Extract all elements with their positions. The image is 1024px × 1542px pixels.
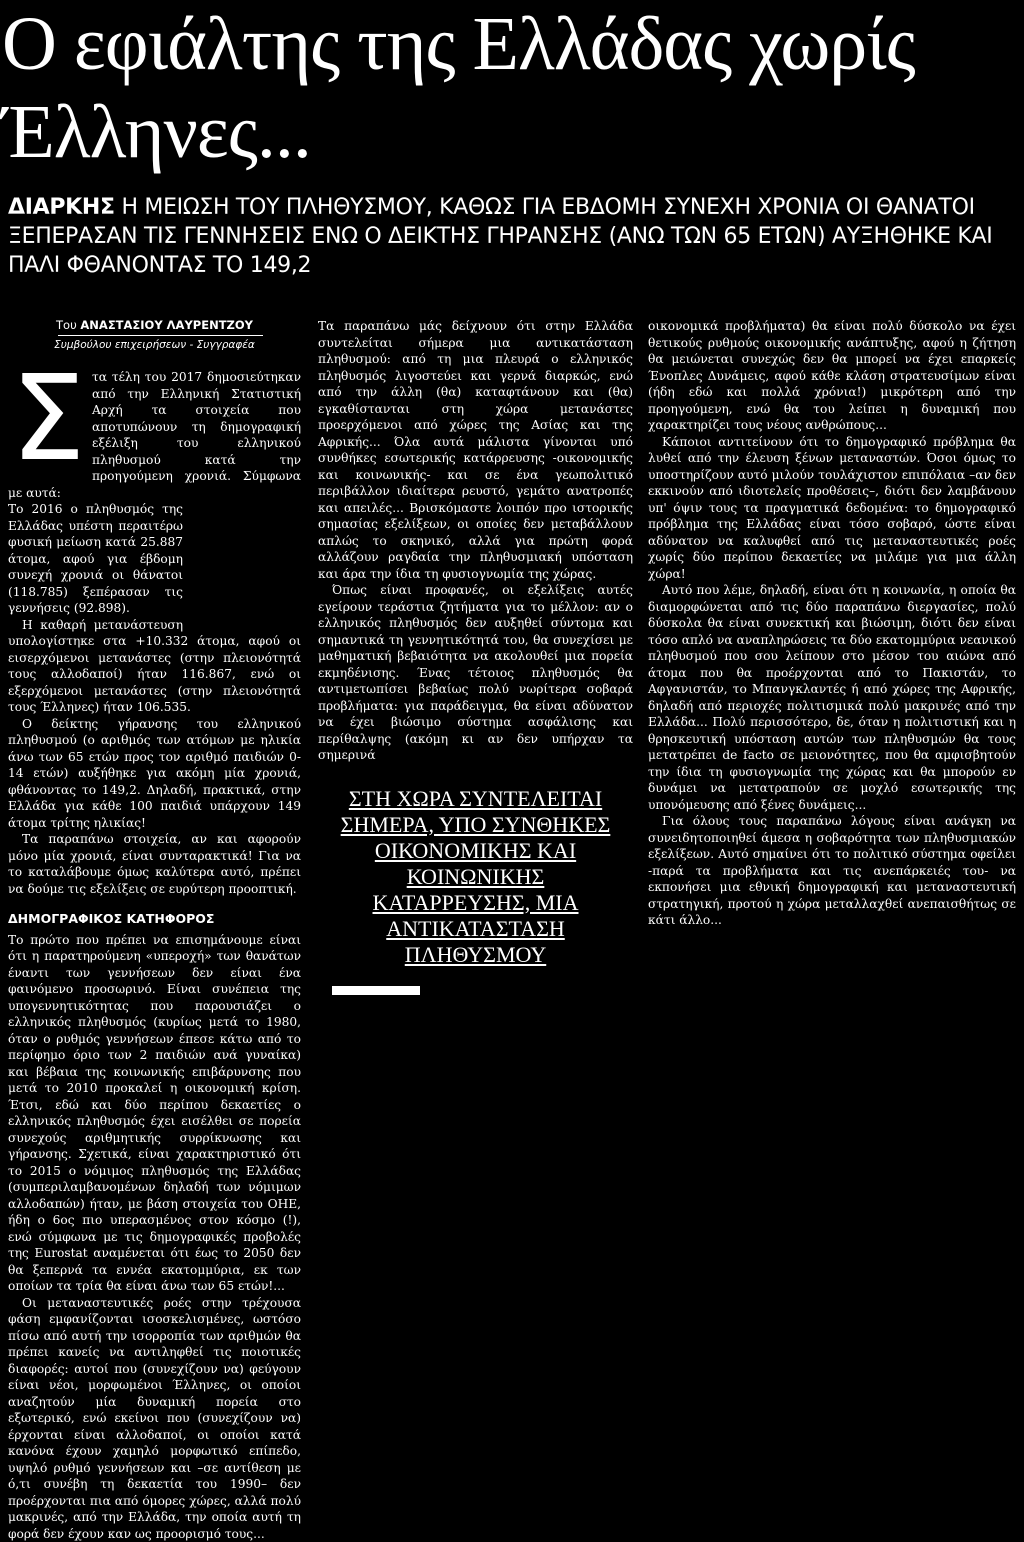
- paragraph: Τα παραπάνω στοιχεία, αν και αφορούν μόνο μία χρονιά, είναι συνταρακτικά! Για να το καταλάβουμε όμως καλύτερα αυτό, πρέπει να δούμε τις εξελίξεις σε ευρύτερη προοπτική.: [8, 831, 301, 897]
- byline: [8, 318, 301, 353]
- lede-lead: ΔΙΑΡΚΗΣ: [8, 195, 115, 220]
- paragraph: Η καθαρή μετανάστευση υπολογίστηκε στα +10.332 άτομα, αφού οι εισερχόμενοι μετανάστες (στην πλειονότητά τους αλλοδαποί) ήταν 116.867, ενώ οι εξερχόμενοι μετανάστες (στην πλειονότητά τους Έλληνες) ήταν 106.535.: [8, 617, 301, 716]
- drop-cap: Σ: [8, 369, 88, 471]
- column-2: [318, 318, 633, 995]
- paragraph: Όπως είναι προφανές, οι εξελίξεις αυτές εγείρουν τεράστια ζητήματα για το μέλλον: αν ο ελληνικός πληθυσμός δεν αυξηθεί σύντομα και σημαντικά τη γεννητικότητά του, θα συνεχίσει με μαθηματική βεβαιότητα να ακολουθεί μια πορεία εκμηδένισης. Ένας τέτοιος πληθυσμός θα αντιμετωπίσει βεβαίως πολύ νωρίτερα σοβαρά προβλήματα: για παράδειγμα, θα είναι αδύνατον να έχει βιώσιμο σύστημα ασφάλισης και περίθαλψης (ακόμη κι αν δεν υπήρχαν τα σημερινά: [318, 582, 633, 764]
- lede-text: Η ΜΕΙΩΣΗ ΤΟΥ ΠΛΗΘΥΣΜΟΥ, ΚΑΘΩΣ ΓΙΑ ΕΒΔΟΜΗ ΣΥΝΕΧΗ ΧΡΟΝΙΑ ΟΙ ΘΑΝΑΤΟΙ ΞΕΠΕΡΑΣΑΝ ΤΙΣ ΓΕΝΝΗΣΕΙΣ ΕΝΩ Ο ΔΕΙΚΤΗΣ ΓΗΡΑΝΣΗΣ (ΑΝΩ ΤΩΝ 65 ΕΤΩΝ) ΑΥΞΗΘΗΚΕ ΚΑΙ ΠΑΛΙ ΦΘΑΝΟΝΤΑΣ ΤΟ 149,2: [8, 195, 992, 278]
- paragraph: Ο δείκτης γήρανσης του ελληνικού πληθυσμού (ο αριθμός των ατόμων με ηλικία άνω των 65 ετών προς τον αριθμό παιδιών 0-14 ετών) αυξήθηκε για ακόμη μία χρονιά, φθάνοντας το 149,2. Δηλαδή, πρακτικά, στην Ελλάδα για κάθε 100 παιδιά υπάρχουν 149 άτομα τρίτης ηλικίας!: [8, 716, 301, 832]
- paragraph: Το 2016 ο πληθυσμός της Ελλάδας υπέστη περαιτέρω φυσική μείωση κατά 25.887 άτομα, αφού για έβδομη συνεχή χρονιά οι θάνατοι (118.785) ξεπέρασαν τις γεννήσεις (92.898).: [8, 501, 301, 617]
- paragraph: Για όλους τους παραπάνω λόγους είναι ανάγκη να συνειδητοποιηθεί άμεσα η σοβαρότητα των πληθυσμιακών εξελίξεων. Αυτό σημαίνει ότι το πολιτικό σύστημα οφείλει -παρά τα προβλήματα και τις ανεπάρκειές του- να εκπονήσει μια εθνική δημογραφική και μεταναστευτική στρατηγική, προτού η χώρα μεταλλαχθεί ανεπαισθήτως σε κάτι άλλο...: [648, 813, 1016, 929]
- headline: Ο εφιάλτης της Ελλάδας χωρίς Έλληνες...: [0, 0, 1002, 176]
- pull-quote-bar: [332, 986, 420, 995]
- byline-rule: [58, 335, 263, 336]
- pull-quote: ΣΤΗ ΧΩΡΑ ΣΥΝΤΕΛΕΙΤΑΙ ΣΗΜΕΡΑ, ΥΠΟ ΣΥΝΘΗΚΕΣ ΟΙΚΟΝΟΜΙΚΗΣ ΚΑΙ ΚΟΙΝΩΝΙΚΗΣ ΚΑΤΑΡΡΕΥΣΗΣ, ΜΙΑ ΑΝΤΙΚΑΤΑΣΤΑΣΗ ΠΛΗΘΥΣΜΟΥ: [318, 786, 633, 968]
- author-role: Συμβούλου επιχειρήσεων - Συγγραφέα: [8, 338, 301, 353]
- paragraph: Κάποιοι αντιτείνουν ότι το δημογραφικό πρόβλημα θα λυθεί από την έλευση ξένων μεταναστών. Όσοι όμως το υποστηρίζουν αυτό μιλούν τουλάχιστον επιπόλαια –αν δεν εκκινούν από ιδιοτελείς προθέσεις–, διότι δεν λαμβάνουν υπ' όψιν τους τα πραγματικά δεδομένα: το δημογραφικό πρόβλημα της Ελλάδας είναι τόσο σοβαρό, ώστε είναι αδύνατον να καλυφθεί από τις μεταναστευτικές ροές χωρίς δύο περίπου δεκαετίες να μιλάμε για μια άλλη χώρα!: [648, 434, 1016, 583]
- paragraph: Το πρώτο που πρέπει να επισημάνουμε είναι ότι η παρατηρούμενη «υπεροχή» των θανάτων έναντι των γεννήσεων δεν είναι ένα φαινόμενο προσωρινό. Είναι συνέπεια της υπογεννητικότητας που παρουσιάζει ο ελληνικός πληθυσμός (κυρίως μετά το 1980, όταν ο ρυθμός γεννήσεων έπεσε κάτω από το περίφημο όριο των 2 παιδιών ανά γυναίκα) και βέβαια της κοινωνικής επιβάρυνσης που μετά το 2010 προκαλεί η οικονομική κρίση. Έτσι, εδώ και δύο περίπου δεκαετίες ο ελληνικός πληθυσμός έχει εισέλθει σε πορεία συνεχούς αριθμητικής συρρίκνωσης και γήρανσης. Σχετικά, είναι χαρακτηριστικό ότι το 2015 ο νόμιμος πληθυσμός της Ελλάδας (συμπεριλαμβανομένων δηλαδή των νόμιμων αλλοδαπών) ήταν, με βάση στοιχεία του ΟΗΕ, ήδη ο 6ος πιο υπερασμένος στον κόσμο (!), ενώ σύμφωνα με τις δημογραφικές προβολές της Eurostat αναμένεται ότι έως το 2050 δεν θα ξεπερνά τα εννέα εκατομμύρια, εκ των οποίων τα τρία θα είναι άνω των 65 ετών!...: [8, 932, 301, 1295]
- illustration-space: [183, 501, 301, 621]
- paragraph: οικονομικά προβλήματα) θα είναι πολύ δύσκολο να έχει θετικούς ρυθμούς οικονομικής ανάπτυξης, αφού η ζήτηση θα μειώνεται συνεχώς δεν θα μπορεί να έχει επαρκείς Ένοπλες Δυνάμεις, αφού κάθε κλάση στρατευσίμων είναι (ήδη εδώ και πολλά χρόνια!) μικρότερη από την προηγούμενη, ενώ θα του λείπει η δυναμική που χαρακτηρίζει τους νέους ανθρώπους...: [648, 318, 1016, 434]
- author-name: ΑΝΑΣΤΑΣΙΟΥ ΛΑΥΡΕΝΤΖΟΥ: [80, 318, 253, 332]
- paragraph: Τα παραπάνω μάς δείχνουν ότι στην Ελλάδα συντελείται σήμερα μια αντικατάσταση πληθυσμού: από τη μια πλευρά ο ελληνικός πληθυσμός λιγοστεύει και γερνά διαρκώς, ενώ από την άλλη (θα) καταφτάνουν και (θα) εγκαθίστανται στη χώρα μετανάστες προερχόμενοι από χώρες της Ασίας και της Αφρικής... Όλα αυτά μάλιστα γίνονται υπό συνθήκες εσωτερικής κατάρρευσης -οικονομικής και κοινωνικής- και σε ένα γεωπολιτικό περιβάλλον ιδιαίτερα ρευστό, γεμάτο ανατροπές και απειλές... Βρισκόμαστε λοιπόν προ ιστορικής σημασίας εξελίξεων, οι οποίες δεν μεταβάλλουν απλώς το σκηνικό, αλλά για πρώτη φορά αλλάζουν ραγδαία την πληθυσμιακή υπόσταση και άρα την ίδια τη φυσιογνωμία της χώρας.: [318, 318, 633, 582]
- column-3: [648, 318, 1016, 929]
- column-1: [8, 318, 301, 1542]
- subheading: ΔΗΜΟΓΡΑΦΙΚΟΣ ΚΑΤΗΦΟΡΟΣ: [8, 911, 301, 928]
- paragraph: τα τέλη του 2017 δημοσιεύτηκαν από την Ελληνική Στατιστική Αρχή τα στοιχεία που αποτυπώνουν τη δημογραφική εξέλιξη του ελληνικού πληθυσμού κατά την προηγούμενη χρονιά. Σύμφωνα με αυτά:: [8, 369, 301, 501]
- paragraph: Αυτό που λέμε, δηλαδή, είναι ότι η κοινωνία, η οποία θα διαμορφώνεται από τις δύο παραπάνω διεργασίες, πολύ δύσκολα θα είναι συνεκτική και βιώσιμη, διότι δεν είναι τόσο απλό να αναπληρώσεις τα δύο εκατομμύρια νεανικού πληθυσμού που σου λείπουν στο μέσον του αιώνα από άτομα που θα προέρχονται από το Πακιστάν, το Αφγανιστάν, το Μπανγκλαντές ή από χώρες της Αφρικής, δηλαδή από περιοχές πολιτισμικά πολύ μακρινές από την Ελλάδα... Πολύ περισσότερο, δε, όταν η πολιτιστική και η θρησκευτική υπόσταση αυτών των πληθυσμών θα τους μετατρέπει de facto σε μειονότητες, που θα αμφισβητούν την ίδια τη φυσιογνωμία της χώρας και θα μπορούν εν δυνάμει να μετατραπούν σε μοχλό εσωτερικής της υπονόμευσης από ξένες δυνάμεις...: [648, 582, 1016, 813]
- paragraph: Οι μεταναστευτικές ροές στην τρέχουσα φάση εμφανίζονται ισοσκελισμένες, ωστόσο πίσω από αυτή την ισορροπία των αριθμών θα πρέπει κανείς να αντιληφθεί τις ποιοτικές διαφορές: αυτοί που (συνεχίζουν να) φεύγουν είναι νέοι, μορφωμένοι Έλληνες, οι οποίοι αναζητούν μία δυναμική πορεία στο εξωτερικό, ενώ εκείνοι που (συνεχίζουν να) έρχονται είναι αλλοδαποί, οι οποίοι κατά κανόνα έχουν χαμηλό μορφωτικό επίπεδο, υψηλό ρυθμό γεννήσεων και –σε αντίθεση με ό,τι συνέβη τη δεκαετία του 1990– δεν προέρχονται πια από όμορες χώρες, αλλά πολύ μακρινές, από την Ελλάδα, την οποία αυτή τη φορά δεν έχουν καν ως προορισμό τους...: [8, 1295, 301, 1542]
- byline-prefix: Του: [56, 318, 80, 332]
- lede: [8, 193, 1008, 280]
